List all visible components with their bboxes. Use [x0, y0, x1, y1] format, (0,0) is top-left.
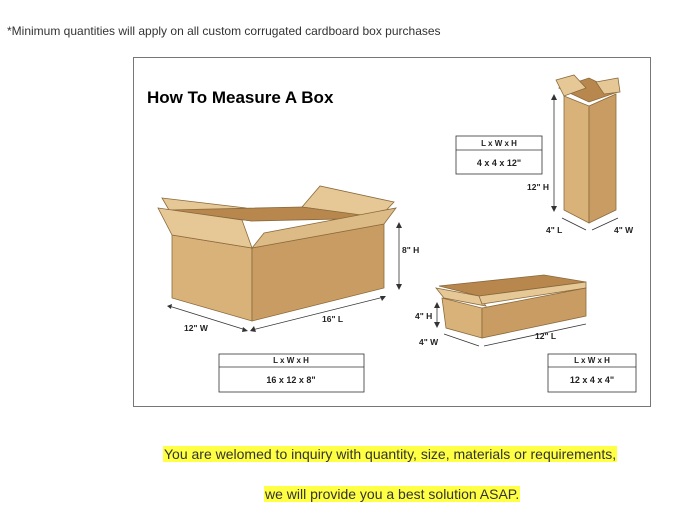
- inquiry-message-line1: You are welomed to inquiry with quantity, size, materials or requirements,: [164, 446, 617, 462]
- flat-box: [415, 275, 636, 392]
- flat-box-length-label: 12" L: [535, 331, 557, 341]
- tall-box: [456, 75, 634, 235]
- tall-box-width-label: 4" W: [614, 225, 634, 235]
- tall-box-table-header: L x W x H: [481, 139, 517, 148]
- inquiry-message-line2: we will provide you a best solution ASAP.: [265, 486, 520, 502]
- large-box-length-label: 16" L: [322, 314, 344, 324]
- large-box-table-header: L x W x H: [273, 356, 309, 365]
- large-box-table-value: 16 x 12 x 8": [266, 375, 316, 385]
- flat-box-height-label: 4" H: [415, 311, 433, 321]
- minimum-quantity-notice: *Minimum quantities will apply on all custom corrugated cardboard box purchases: [7, 24, 441, 38]
- flat-box-table-value: 12 x 4 x 4": [569, 375, 615, 385]
- large-box-width-label: 12" W: [184, 323, 208, 333]
- large-box-height-label: 8" H: [402, 245, 420, 255]
- large-box: [158, 186, 419, 392]
- tall-box-table-value: 4 x 4 x 12": [476, 158, 522, 168]
- tall-box-length-label: 4" L: [546, 225, 563, 235]
- flat-box-table-header: L x W x H: [574, 356, 610, 365]
- tall-box-height-label: 12" H: [527, 182, 549, 192]
- box-measurement-figure: [133, 57, 651, 407]
- flat-box-width-label: 4" W: [419, 337, 439, 347]
- box-illustrations: [134, 58, 651, 407]
- figure-title: How To Measure A Box: [147, 88, 334, 107]
